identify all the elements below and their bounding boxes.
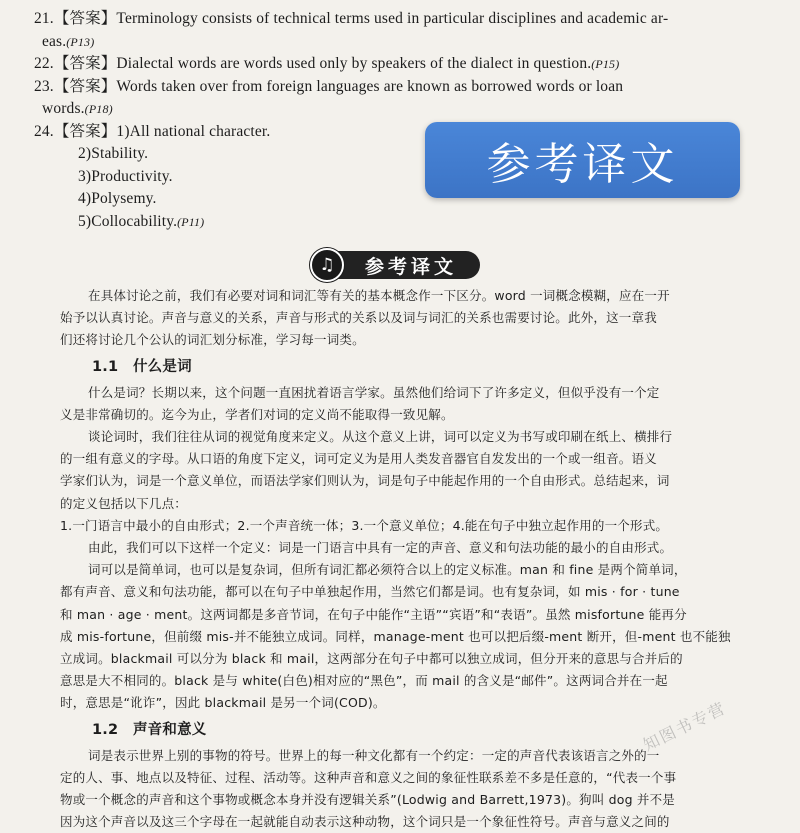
answer-21: 21.【答案】Terminology consists of technical terms used in particular disciplines and academic ar- <box>34 10 669 27</box>
watermark: 知图书专营 <box>640 698 730 755</box>
paragraph-line: 和 man · age · ment。这两词都是多音节词，在句子中能作“主语”“宾语”和“表语”。虽然 misfortune 能再分 <box>60 606 687 622</box>
section-heading <box>310 250 486 280</box>
answer-23: 23.【答案】Words taken over from foreign languages are known as borrowed words or loan <box>34 77 624 95</box>
page-ref: (P13) <box>66 34 95 49</box>
answer-24: 24.【答案】1)All national character. <box>34 122 271 140</box>
answer-24-item: 4)Polysemy. <box>78 190 157 207</box>
paragraph-line: 的定义包括以下几点： <box>60 495 188 511</box>
paragraph-line: 成 mis-fortune，但前缀 mis-并不能独立成词。同样，manage-ment 也可以把后缀-ment 断开，但-ment 也不能独 <box>60 628 731 644</box>
answer-23-cont: words.(P18) <box>42 100 113 117</box>
section-heading-label: 参考译文 <box>334 251 480 279</box>
answer-22: 22.【答案】Dialectal words are words used only by speakers of the dialect in question.(P15) <box>34 55 620 72</box>
paragraph-line: 都有声音、意义和句法功能，都可以在句子中单独起作用，当然它们都是词。也有复杂词，如 mis · for · tune <box>60 584 680 600</box>
paragraph-line: 们还将讨论几个公认的词汇划分标准，学习每一词类。 <box>60 332 365 348</box>
subheading-1-1: 1.1 什么是词 <box>92 358 192 375</box>
answer-24-item: 3)Productivity. <box>78 167 173 185</box>
paragraph-line: 物或一个概念的声音和这个事物或概念本身并没有逻辑关系”(Lodwig and Barrett,1973)。狗叫 dog 并不是 <box>60 792 676 808</box>
paragraph-line: 什么是词？长期以来，这个问题一直困扰着语言学家。虽然他们给词下了许多定义，但似乎没有一个定 <box>88 384 660 400</box>
paragraph-line: 在具体讨论之前，我们有必要对词和词汇等有关的基本概念作一下区分。word 一词概念模糊，应在一开 <box>88 288 670 303</box>
paragraph-line: 始予以认真讨论。声音与意义的关系，声音与形式的关系以及词与词汇的关系也需要讨论。此外，这一章我 <box>60 310 657 326</box>
paragraph-line: 学家们认为，词是一个意义单位，而语法学家们则认为，词是句子中能起作用的一个自由形式。总结起来，词 <box>60 473 670 489</box>
paragraph-line: 意思是大不相同的。black 是与 white(白色)相对应的“黑色”，而 mail 的含义是“邮件”。这两词合并在一起 <box>60 673 668 689</box>
page-ref: (P18) <box>84 102 113 116</box>
paragraph-line: 的一组有意义的字母。从口语的角度下定义，词可定义为是用人类发音器官自发发出的一个或一组音。语义 <box>60 451 657 467</box>
paragraph-line: 谈论词时，我们往往从词的视觉角度来定义。从这个意义上讲，词可以定义为书写或印刷在纸上、横排行 <box>88 429 673 445</box>
paragraph-line: 词可以是简单词，也可以是复杂词，但所有词汇都必须符合以上的定义标准。man 和 fine 是两个简单词， <box>88 562 687 578</box>
answer-24-item: 2)Stability. <box>78 145 149 162</box>
subheading-1-2: 1.2 声音和意义 <box>92 721 207 738</box>
paragraph-line: 立成词。blackmail 可以分为 black 和 mail，这两部分在句子中都可以独立成词，但分开来的意思与合并后的 <box>60 651 683 667</box>
page-ref: (P11) <box>177 214 205 229</box>
answer-section <box>34 8 774 233</box>
answer-21-cont: eas.(P13) <box>42 32 95 50</box>
paragraph-line: 1.一门语言中最小的自由形式；2.一个声音统一体；3.一个意义单位；4.能在句子中独立起作用的一个形式。 <box>60 517 669 533</box>
paragraph-line: 定的人、事、地点以及特征、过程、活动等。这种声音和意义之间的象征性联系差不多是任意的，“代表一个事 <box>60 769 677 785</box>
paragraph-line: 由此，我们可以下这样一个定义：词是一门语言中具有一定的声音、意义和句法功能的最小的自由形式。 <box>88 540 673 556</box>
paragraph-line: 因为这个声音以及这三个字母在一起就能自动表示这种动物，这个词只是一个象征性符号。声音与意义之间的 <box>60 814 670 830</box>
music-note-icon: ♫ <box>310 248 344 282</box>
paragraph-line: 时，意思是“讹诈”，因此 blackmail 是另一个词(COD)。 <box>60 695 386 711</box>
translation-banner: 参考译文 <box>425 122 740 198</box>
answer-24-item: 5)Collocability.(P11) <box>78 212 205 230</box>
paragraph-line: 义是非常确切的。迄今为止，学者们对词的定义尚不能取得一致见解。 <box>60 406 454 422</box>
page-ref: (P15) <box>591 57 620 71</box>
paragraph-line: 词是表示世界上别的事物的符号。世界上的每一种文化都有一个约定：一定的声音代表该语言之外的一 <box>88 747 660 763</box>
